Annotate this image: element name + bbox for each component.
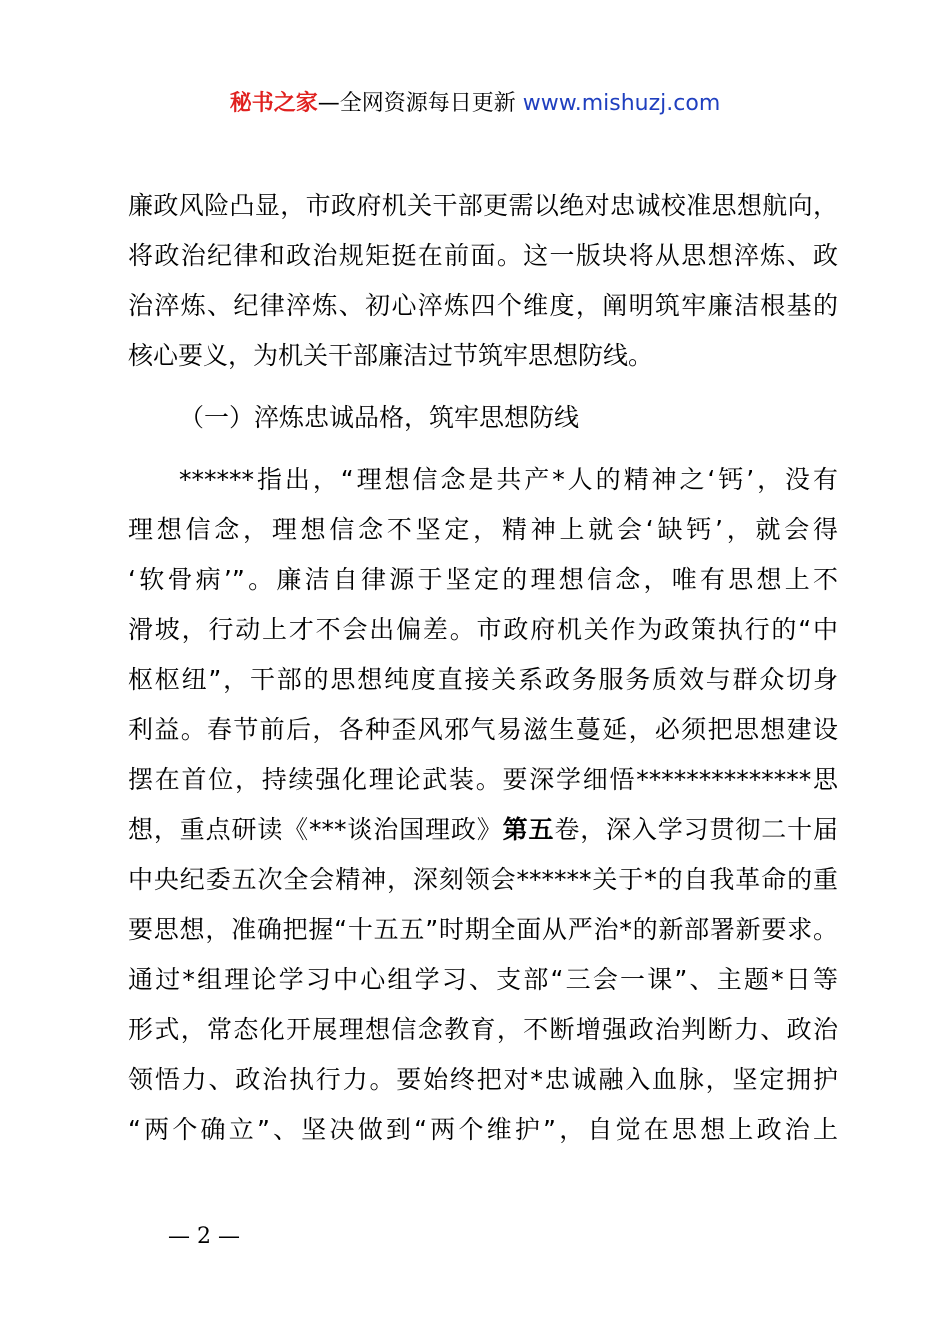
- paragraph-line: 滑坡，行动上才不会出偏差。市政府机关作为政策执行的“中: [128, 615, 838, 644]
- line-text: 卷，深入学习贯彻二十届: [554, 815, 838, 844]
- paragraph-line: 利益。春节前后，各种歪风邪气易滋生蔓延，必须把思想建设: [128, 715, 838, 744]
- header-tagline: —全网资源每日更新: [317, 91, 523, 116]
- section-heading: （一）淬炼忠诚品格，筑牢思想防线: [179, 403, 580, 432]
- paragraph-line: 治淬炼、纪律淬炼、初心淬炼四个维度，阐明筑牢廉洁根基的: [128, 291, 838, 320]
- paragraph-line: 形式，常态化开展理想信念教育，不断增强政治判断力、政治: [128, 1015, 838, 1044]
- site-header: [0, 88, 950, 120]
- paragraph-line: 理想信念，理想信念不坚定，精神上就会‘缺钙’，就会得: [128, 515, 838, 544]
- paragraph-line: ‘软骨病’”。廉洁自律源于坚定的理想信念，唯有思想上不: [128, 565, 838, 594]
- paragraph-line: ******指出，“理想信念是共产*人的精神之‘钙’，没有: [179, 465, 838, 494]
- bold-text: 第五: [502, 815, 555, 844]
- paragraph-line: 将政治纪律和政治规矩挺在前面。这一版块将从思想淬炼、政: [128, 241, 838, 270]
- page-number: — 2 —: [168, 1224, 240, 1249]
- paragraph-line: 枢枢纽”，干部的思想纯度直接关系政务服务质效与群众切身: [128, 665, 838, 694]
- brand-name: 秘书之家: [229, 91, 318, 116]
- site-url-link[interactable]: www.mishuzj.com: [522, 91, 721, 116]
- paragraph-line: 要思想，准确把握“十五五”时期全面从严治*的新部署新要求。: [128, 915, 838, 944]
- document-body: [128, 181, 838, 1155]
- paragraph-line: 核心要义，为机关干部廉洁过节筑牢思想防线。: [128, 341, 654, 370]
- paragraph-line: 中央纪委五次全会精神，深刻领会******关于*的自我革命的重: [128, 865, 838, 894]
- paragraph-line: 摆在首位，持续强化理论武装。要深学细悟**************思: [128, 765, 838, 794]
- paragraph-line: [128, 805, 838, 855]
- paragraph-line: 通过*组理论学习中心组学习、支部“三会一课”、主题*日等: [128, 965, 838, 994]
- paragraph-line: “两个确立”、坚决做到“两个维护”，自觉在思想上政治上: [128, 1115, 838, 1144]
- line-text: 想，重点研读《***谈治国理政》: [128, 815, 503, 844]
- paragraph-line: 廉政风险凸显，市政府机关干部更需以绝对忠诚校准思想航向，: [128, 191, 838, 220]
- paragraph-line: 领悟力、政治执行力。要始终把对*忠诚融入血脉，坚定拥护: [128, 1065, 838, 1094]
